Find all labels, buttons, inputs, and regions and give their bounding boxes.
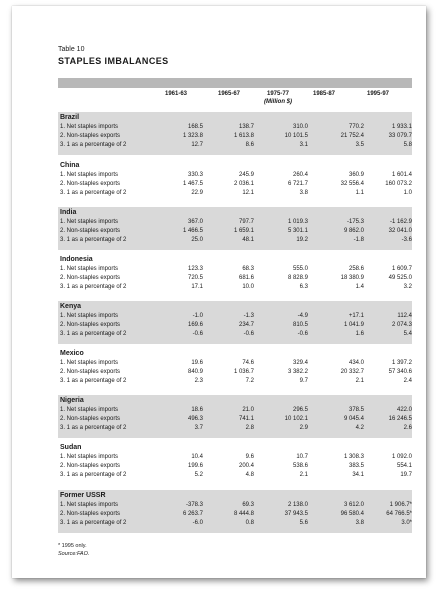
table-row [60, 133, 412, 142]
table-cell: 1 466.5 [182, 228, 203, 234]
table-row [60, 275, 412, 284]
table-cell: 1 659.1 [233, 228, 254, 234]
table-cell: 1 609.7 [391, 266, 412, 272]
table-cell: 6.3 [299, 284, 308, 290]
row-label: 1. Net staples imports [60, 313, 119, 319]
table-cell: 797.7 [238, 219, 254, 225]
table-cell: 19.6 [191, 360, 203, 366]
country-block [58, 160, 412, 203]
table-cell: 2.3 [194, 378, 203, 384]
table-label: Table 10 [58, 46, 85, 53]
table-cell: 169.6 [187, 322, 203, 328]
table-row [60, 190, 412, 199]
table-row [60, 463, 412, 472]
table-row [60, 502, 412, 511]
table-cell: 4.2 [355, 425, 364, 431]
country-block [58, 207, 412, 250]
table-cell: -1 162.9 [389, 219, 412, 225]
table-cell: 9 045.4 [343, 416, 364, 422]
table-cell: 7.2 [245, 378, 254, 384]
table-cell: 538.6 [292, 463, 308, 469]
row-label: 1. Net staples imports [60, 360, 119, 366]
country-name: Mexico [60, 350, 84, 357]
table-cell: 20 332.7 [340, 369, 364, 375]
table-cell: 138.7 [238, 124, 254, 130]
table-cell: 18.6 [191, 407, 203, 413]
row-label: 3. 1 as a percentage of 2 [60, 237, 127, 243]
table-cell: 5.4 [403, 331, 412, 337]
table-cell: 554.1 [396, 463, 412, 469]
table-cell: -1.8 [353, 237, 364, 243]
country-block [58, 395, 412, 438]
table-cell: 10.7 [296, 454, 308, 460]
table-cell: 3 612.0 [343, 502, 364, 508]
table-row [60, 425, 412, 434]
table-cell: 19.2 [296, 237, 308, 243]
table-cell: 168.5 [187, 124, 203, 130]
table-cell: 69.3 [242, 502, 254, 508]
row-label: 1. Net staples imports [60, 407, 119, 413]
row-label: 3. 1 as a percentage of 2 [60, 425, 127, 431]
table-cell: 330.3 [187, 172, 203, 178]
table-cell: 10.0 [242, 284, 254, 290]
row-label: 3. 1 as a percentage of 2 [60, 190, 127, 196]
country-name: China [60, 162, 80, 169]
table-cell: 245.9 [238, 172, 254, 178]
table-cell: 5.6 [299, 520, 308, 526]
country-name: Sudan [60, 444, 82, 451]
table-cell: -378.3 [185, 502, 203, 508]
column-header: 1961-63 [164, 91, 188, 97]
table-cell: 10.4 [191, 454, 203, 460]
table-cell: 1 613.8 [233, 133, 254, 139]
table-cell: 9.6 [245, 454, 254, 460]
table-cell: 4.8 [245, 472, 254, 478]
table-cell: -4.9 [297, 313, 308, 319]
table-cell: 1 019.3 [287, 219, 308, 225]
country-name: Former USSR [60, 492, 106, 499]
unit-note: (Million $) [264, 99, 292, 105]
table-cell: 1 906.7* [389, 502, 412, 508]
row-label: 3. 1 as a percentage of 2 [60, 520, 127, 526]
table-cell: 32 041.0 [388, 228, 412, 234]
table-cell: 310.0 [292, 124, 308, 130]
table-cell: 3.2 [403, 284, 412, 290]
table-cell: 741.1 [238, 416, 254, 422]
table-row [60, 181, 412, 190]
row-label: 2. Non-staples exports [60, 416, 121, 422]
table-cell: 1 323.8 [182, 133, 203, 139]
table-cell: 3.7 [194, 425, 203, 431]
table-cell: 260.4 [292, 172, 308, 178]
table-row [60, 322, 412, 331]
table-cell: 123.3 [187, 266, 203, 272]
table-cell: 1 933.1 [391, 124, 412, 130]
row-label: 1. Net staples imports [60, 172, 119, 178]
table-row [60, 378, 412, 387]
table-row [60, 472, 412, 481]
table-cell: 0.8 [245, 520, 254, 526]
table-cell: 19.7 [400, 472, 412, 478]
row-label: 3. 1 as a percentage of 2 [60, 331, 127, 337]
row-label: 1. Net staples imports [60, 502, 119, 508]
source-note: Source:FAO. [58, 551, 90, 557]
country-block [58, 301, 412, 344]
table-cell: -3.6 [401, 237, 412, 243]
table-cell: 3.8 [299, 190, 308, 196]
table-row [60, 172, 412, 181]
table-cell: 1.0 [403, 190, 412, 196]
table-cell: -6.0 [192, 520, 203, 526]
row-label: 3. 1 as a percentage of 2 [60, 284, 127, 290]
table-cell: 6 263.7 [182, 511, 203, 517]
table-cell: -0.6 [243, 331, 254, 337]
table-cell: 33 079.7 [388, 133, 412, 139]
table-cell: 57 340.6 [388, 369, 412, 375]
table-cell: 434.0 [348, 360, 364, 366]
footnote: * 1995 only. [58, 543, 87, 549]
table-cell: 37 943.5 [284, 511, 308, 517]
table-cell: 68.3 [242, 266, 254, 272]
country-name: Nigeria [60, 397, 84, 404]
row-label: 1. Net staples imports [60, 219, 119, 225]
table-cell: 9.7 [299, 378, 308, 384]
footnotes [58, 542, 89, 558]
table-row [60, 520, 412, 529]
table-row [60, 142, 412, 151]
table-cell: 2.6 [403, 425, 412, 431]
row-label: 2. Non-staples exports [60, 181, 121, 187]
country-block [58, 254, 412, 297]
table-cell: 32 556.4 [340, 181, 364, 187]
country-name: Kenya [60, 303, 82, 310]
table-row [60, 416, 412, 425]
table-cell: 1.4 [355, 284, 364, 290]
row-label: 2. Non-staples exports [60, 133, 121, 139]
country-block [58, 442, 412, 485]
row-label: 1. Net staples imports [60, 454, 119, 460]
country-block [58, 490, 412, 533]
table-row [60, 266, 412, 275]
table-row [60, 331, 412, 340]
table-cell: 49 525.0 [388, 275, 412, 281]
row-label: 3. 1 as a percentage of 2 [60, 378, 127, 384]
table-cell: 12.1 [242, 190, 254, 196]
table-cell: 96 580.4 [340, 511, 364, 517]
table-top-rule [58, 78, 412, 88]
row-label: 2. Non-staples exports [60, 322, 121, 328]
column-header: 1985-87 [312, 91, 336, 97]
table-cell: 9 862.0 [343, 228, 364, 234]
table-cell: -1.3 [243, 313, 254, 319]
table-cell: 21.0 [242, 407, 254, 413]
table-cell: -0.6 [297, 331, 308, 337]
table-cell: 64 766.5* [386, 511, 412, 517]
row-label: 3. 1 as a percentage of 2 [60, 472, 127, 478]
table-cell: 378.5 [348, 407, 364, 413]
table-cell: 48.1 [242, 237, 254, 243]
table-cell: -0.6 [192, 331, 203, 337]
table-cell: 422.0 [396, 407, 412, 413]
table-cell: 6 721.7 [287, 181, 308, 187]
table-cell: 17.1 [191, 284, 203, 290]
table-cell: 681.6 [238, 275, 254, 281]
table-cell: 3.0* [401, 520, 412, 526]
table-cell: 1.1 [355, 190, 364, 196]
table-cell: 18 380.9 [340, 275, 364, 281]
row-label: 1. Net staples imports [60, 124, 119, 130]
table-cell: 8 444.8 [233, 511, 254, 517]
table-row [60, 369, 412, 378]
table-cell: 1 308.3 [343, 454, 364, 460]
column-header: 1975-77 [266, 91, 290, 97]
table-cell: 21 752.4 [340, 133, 364, 139]
table-cell: 5 301.1 [287, 228, 308, 234]
table-cell: 1 092.0 [391, 454, 412, 460]
table-cell: 112.4 [397, 313, 412, 319]
table-title: STAPLES IMBALANCES [58, 56, 169, 66]
table-cell: 383.5 [348, 463, 364, 469]
row-label: 2. Non-staples exports [60, 463, 121, 469]
table-row [60, 313, 412, 322]
table-cell: 2.1 [299, 472, 308, 478]
country-name: Brazil [60, 114, 80, 121]
row-label: 2. Non-staples exports [60, 511, 121, 517]
table-cell: -1.0 [192, 313, 203, 319]
table-cell: 10 102.1 [284, 416, 308, 422]
table-cell: 2.8 [245, 425, 254, 431]
table-row [60, 237, 412, 246]
table-cell: 2 036.1 [233, 181, 254, 187]
column-header: 1995-97 [366, 91, 390, 97]
country-name: Indonesia [60, 256, 93, 263]
country-block [58, 348, 412, 391]
table-row [60, 454, 412, 463]
table-cell: 16 246.5 [388, 416, 412, 422]
table-cell: 1.6 [355, 331, 364, 337]
table-cell: 840.9 [187, 369, 203, 375]
table-cell: 1 467.5 [182, 181, 203, 187]
table-cell: 1 601.4 [391, 172, 412, 178]
country-block [58, 112, 412, 155]
table-cell: 10 101.5 [284, 133, 308, 139]
table-cell: 1 397.2 [391, 360, 412, 366]
table-cell: 3.5 [355, 142, 364, 148]
table-cell: 2.4 [403, 378, 412, 384]
table-cell: 34.1 [352, 472, 364, 478]
table-row [60, 219, 412, 228]
table-row [60, 511, 412, 520]
table-cell: 496.3 [187, 416, 203, 422]
table-cell: 770.2 [348, 124, 364, 130]
table-cell: +17.1 [348, 313, 364, 319]
table-cell: 234.7 [238, 322, 254, 328]
table-cell: 810.5 [292, 322, 308, 328]
table-cell: 2.9 [299, 425, 308, 431]
table-row [60, 284, 412, 293]
table-cell: 360.9 [348, 172, 364, 178]
table-cell: 367.0 [187, 219, 203, 225]
table-cell: 258.6 [348, 266, 364, 272]
table-cell: 3 382.2 [287, 369, 308, 375]
table-cell: 3.1 [299, 142, 308, 148]
table-cell: 1 036.7 [233, 369, 254, 375]
table-row [60, 360, 412, 369]
table-cell: 5.2 [194, 472, 203, 478]
table-cell: 296.5 [292, 407, 308, 413]
row-label: 2. Non-staples exports [60, 275, 121, 281]
table-cell: 720.5 [187, 275, 203, 281]
table-cell: 2 138.0 [287, 502, 308, 508]
row-label: 1. Net staples imports [60, 266, 119, 272]
table-row [60, 124, 412, 133]
row-label: 2. Non-staples exports [60, 228, 121, 234]
table-cell: 200.4 [238, 463, 254, 469]
table-cell: 555.0 [292, 266, 308, 272]
table-cell: 8.6 [245, 142, 254, 148]
table-cell: -175.3 [346, 219, 364, 225]
table-cell: 22.9 [191, 190, 203, 196]
table-cell: 3.8 [355, 520, 364, 526]
column-header-row [58, 89, 412, 109]
table-row [60, 407, 412, 416]
table-cell: 12.7 [191, 142, 203, 148]
table-cell: 8 828.9 [287, 275, 308, 281]
table-cell: 5.8 [403, 142, 412, 148]
table-row [60, 228, 412, 237]
table-cell: 2.1 [355, 378, 364, 384]
table-cell: 74.6 [242, 360, 254, 366]
table-cell: 160 073.2 [385, 181, 412, 187]
country-name: India [60, 209, 77, 216]
row-label: 2. Non-staples exports [60, 369, 121, 375]
table-cell: 329.4 [292, 360, 308, 366]
table-cell: 1 041.9 [343, 322, 364, 328]
table-cell: 2 074.3 [391, 322, 412, 328]
row-label: 3. 1 as a percentage of 2 [60, 142, 127, 148]
column-header: 1965-67 [217, 91, 241, 97]
table-cell: 199.6 [187, 463, 203, 469]
table-cell: 25.0 [191, 237, 203, 243]
